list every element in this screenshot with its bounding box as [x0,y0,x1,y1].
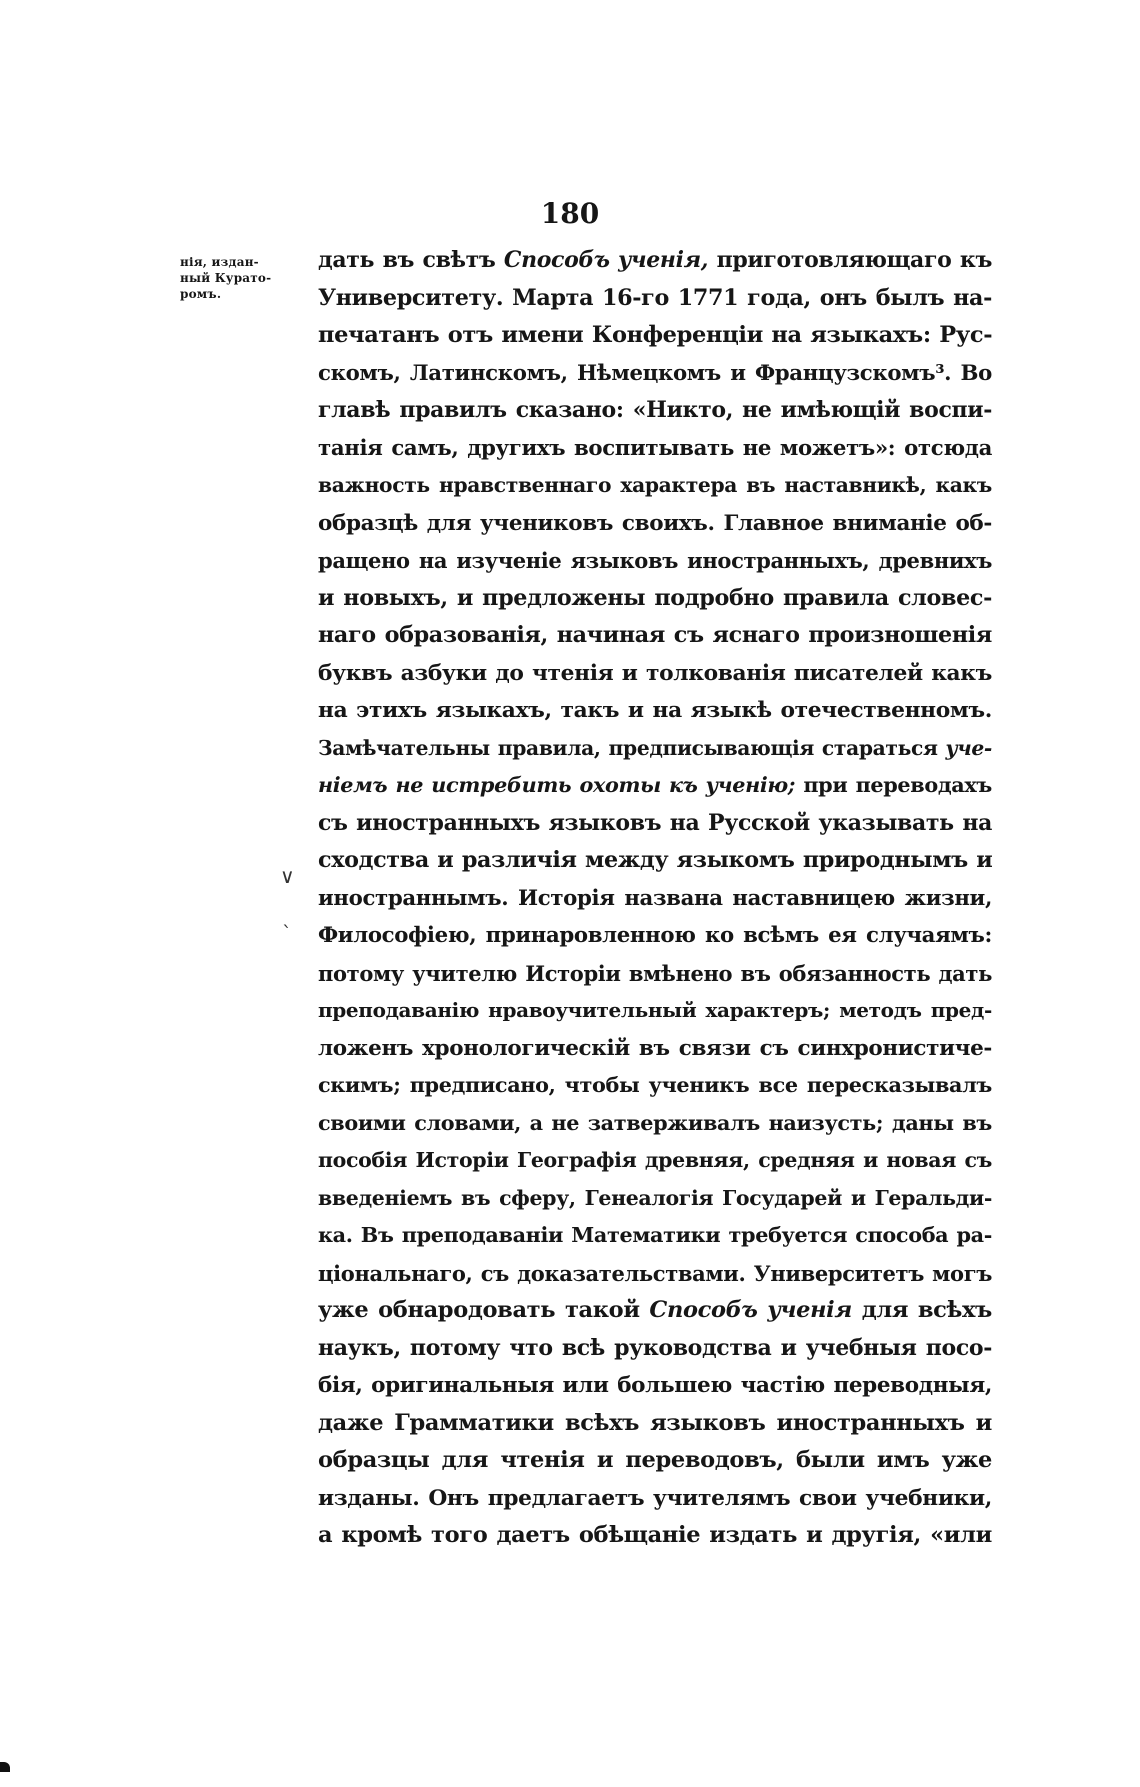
text-line [318,992,992,1030]
text-line [318,655,992,693]
margin-note-line: ромъ. [180,287,222,301]
text-run: танія самъ, другихъ воспитывать не можетъ»: отсюда [318,435,992,461]
text-line [318,355,992,393]
text-line [318,767,992,805]
text-run: скимъ; предписано, чтобы ученикъ все пересказывалъ [318,1073,992,1097]
text-line [318,280,992,318]
text-line [318,842,992,880]
text-run: изданы. Онъ предлагаетъ учителямъ свои учебники, [318,1485,992,1511]
text-line [318,917,992,955]
pencil-mark-tick: ˋ [282,921,292,945]
text-line [318,542,992,580]
text-line [318,580,992,618]
text-line [318,1442,992,1480]
text-line [318,430,992,468]
text-line [318,1292,992,1330]
page-number: 180 [540,197,600,230]
text-run: уже обнародовать такой [318,1297,650,1323]
text-run: ціональнаго, съ доказательствами. Университетъ могъ [318,1260,992,1286]
text-run: на этихъ языкахъ, такъ и на языкѣ отечественномъ. [318,698,992,723]
italic-run: уче- [945,735,992,760]
text-line [318,1405,992,1443]
text-line [318,955,992,993]
text-run: дать въ свѣтъ [318,247,504,273]
body-text [318,242,992,1555]
text-run: Замѣчательны правила, предписывающія стараться [318,735,946,760]
margin-note [180,254,298,302]
text-run: печатанъ отъ имени Конференціи на языкахъ: Рус- [318,322,993,348]
text-run: своими словами, а не затверживалъ наизусть; даны въ [318,1110,992,1135]
text-run: для всѣхъ [851,1297,992,1323]
text-run: наукъ, потому что всѣ руководства и учебныя посо- [318,1334,992,1361]
text-run: важность нравственнаго характера въ наставникѣ, какъ [318,473,992,497]
text-run: главѣ правилъ сказано: «Никто, не имѣющій воспи- [318,397,992,423]
text-run: наго образованія, начиная съ яснаго произношенія [318,622,992,648]
text-line [318,1180,992,1218]
text-line [318,1330,992,1368]
text-run: ложенъ хронологическій въ связи съ синхронистиче- [318,1035,992,1061]
text-line [318,692,992,730]
pencil-mark-v: ∨ [280,864,295,888]
text-line [318,1067,992,1105]
text-run: даже Грамматики всѣхъ языковъ иностранныхъ и [318,1409,992,1436]
text-line [318,730,992,768]
text-run: приготовляющаго къ [708,247,992,273]
text-run: скомъ, Латинскомъ, Нѣмецкомъ и Французскомъ³. Во [318,360,992,386]
text-line [318,1030,992,1068]
text-line [318,1517,992,1555]
text-run: иностраннымъ. Исторія названа наставницею жизни, [318,885,992,911]
italic-run: Способъ ученія, [503,247,709,273]
text-line [318,1105,992,1143]
text-run: ращено на изученіе языковъ иностранныхъ, древнихъ [318,548,992,573]
margin-note-line: нія, издан- [180,255,259,269]
margin-note-line: ный Курато- [180,271,272,285]
text-run: образцы для чтенія и переводовъ, были имъ уже [318,1447,992,1473]
text-line [318,880,992,918]
text-line [318,617,992,655]
italic-run: Способъ ученія [649,1297,852,1323]
text-run: введеніемъ въ сферу, Генеалогія Государей и Геральди- [318,1185,992,1210]
text-run: образцѣ для учениковъ своихъ. Главное вниманіе об- [318,510,992,536]
italic-run: ніемъ не истребить охоты къ ученію; [318,773,796,797]
text-run: буквъ азбуки до чтенія и толкованія писателей какъ [318,660,992,686]
text-run: бія, оригинальныя или большею частію переводныя, [318,1373,992,1398]
text-run: сходства и различія между языкомъ природнымъ и [318,847,993,873]
text-line [318,1255,992,1293]
text-line [318,392,992,430]
text-run: пособія Исторіи Географія древняя, средняя и новая съ [318,1148,992,1172]
text-run: при переводахъ [795,773,992,797]
text-line [318,467,992,505]
text-run: а кромѣ того даетъ обѣщаніе издать и другія, «или [318,1522,992,1548]
text-line [318,242,992,280]
text-run: Философіею, принаровленною ко всѣмъ ея случаямъ: [318,923,992,948]
text-run: потому учителю Исторіи вмѣнено въ обязанность дать [318,960,992,986]
text-line [318,505,992,543]
text-line [318,1142,992,1180]
text-line [318,1367,992,1405]
text-run: ка. Въ преподаваніи Математики требуется способа ра- [318,1223,992,1247]
text-run: и новыхъ, и предложены подробно правила словес- [318,584,992,611]
text-line [318,805,992,843]
text-line [318,1217,992,1255]
scan-edge-mark [0,1762,10,1772]
text-run: Университету. Марта 16-го 1771 года, онъ былъ на- [318,284,992,311]
text-run: преподаванію нравоучительный характеръ; методъ пред- [318,998,992,1022]
text-run: съ иностранныхъ языковъ на Русской указывать на [318,809,992,836]
text-line [318,317,992,355]
text-line [318,1480,992,1518]
